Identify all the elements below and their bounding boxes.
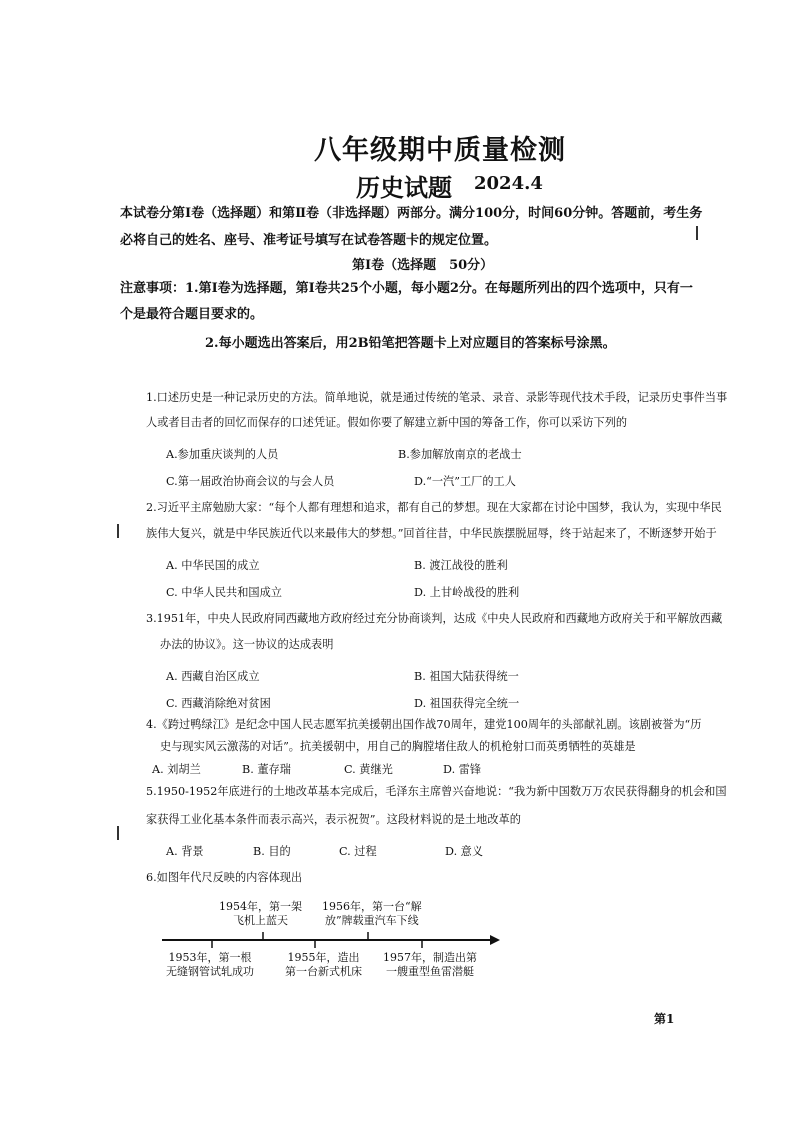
timeline-arrow-icon — [490, 935, 500, 945]
question-4-line-2: 史与现实风云激荡的对话”。抗美援朝中，用自己的胸膛堵住敌人的机枪射口而英勇牺牲的英雄是 — [160, 740, 636, 753]
timeline-1953-year: 1953年，第一根 — [168, 951, 252, 964]
question-4-option-b[interactable]: B. 董存瑞 — [242, 763, 291, 776]
question-5-option-d[interactable]: D. 意义 — [445, 845, 484, 858]
question-1-line-1: 1.口述历史是一种记录历史的方法。简单地说，就是通过传统的笔录、录音、录影等现代技术手段，记录历史事件当事 — [146, 391, 728, 404]
timeline-label-1953 — [166, 951, 254, 979]
scan-edge-mark — [117, 826, 119, 840]
scan-edge-mark — [696, 226, 698, 240]
timeline-1955-year: 1955年，造出 — [287, 951, 360, 964]
question-3-option-c[interactable]: C. 西藏消除绝对贫困 — [166, 697, 271, 710]
intro-line-1: 本试卷分第Ⅰ卷（选择题）和第Ⅱ卷（非选择题）两部分。满分100分，时间60分钟。答题前，考生务 — [120, 206, 703, 221]
question-5-option-c[interactable]: C. 过程 — [339, 845, 377, 858]
timeline-1954-year: 1954年，第一架 — [219, 900, 302, 913]
notice-line-2: 个是最符合题目要求的。 — [120, 307, 264, 322]
question-3-line-2: 办法的协议》。这一协议的达成表明 — [160, 638, 334, 651]
question-2-option-d[interactable]: D. 上甘岭战役的胜利 — [414, 586, 520, 599]
timeline-label-1956 — [322, 900, 422, 928]
exam-date: 2024.4 — [474, 173, 543, 194]
question-1-option-d[interactable]: D.“一汽”工厂的工人 — [414, 475, 516, 488]
question-2-line-1: 2.习近平主席勉励大家：“每个人都有理想和追求，都有自己的梦想。现在大家都在讨论中国梦，我认为，实现中华民 — [146, 501, 722, 514]
timeline-1956-year: 1956年，第一台“解 — [322, 900, 422, 913]
question-4-line-1: 4.《跨过鸭绿江》是纪念中国人民志愿军抗美援朝出国作战70周年，建党100周年的头部献礼剧。该剧被誉为“历 — [146, 718, 702, 731]
timeline-1953-event: 无缝钢管试轧成功 — [166, 965, 254, 978]
timeline-label-1957 — [383, 951, 477, 979]
scan-edge-mark — [117, 524, 119, 538]
page-number: 第1 — [654, 1012, 675, 1026]
question-3-option-d[interactable]: D. 祖国获得完全统一 — [414, 697, 520, 710]
question-2-line-2: 族伟大复兴，就是中华民族近代以来最伟大的梦想。”回首往昔，中华民族摆脱屈辱，终于站起来了，不断逐梦开始于 — [146, 527, 717, 540]
timeline-label-1954 — [219, 900, 302, 928]
timeline-1956-event: 放”牌载重汽车下线 — [325, 914, 419, 927]
question-4-option-d[interactable]: D. 雷锋 — [443, 763, 482, 776]
question-3-line-1: 3.1951年，中央人民政府同西藏地方政府经过充分协商谈判，达成《中央人民政府和西藏地方政府关于和平解放西藏 — [146, 612, 723, 625]
timeline-label-1955 — [285, 951, 362, 979]
question-1-line-2: 人或者目击者的回忆而保存的口述凭证。假如你要了解建立新中国的筹备工作，你可以采访下列的 — [146, 416, 628, 429]
notice-line-1: 注意事项：1.第Ⅰ卷为选择题，第Ⅰ卷共25个小题，每小题2分。在每题所列出的四个选项中，只有一 — [120, 281, 693, 296]
timeline-1954-event: 飞机上蓝天 — [233, 914, 288, 927]
question-3-option-a[interactable]: A. 西藏自治区成立 — [166, 670, 260, 683]
question-6-line-1: 6.如图年代尺反映的内容体现出 — [146, 871, 303, 884]
intro-line-2: 必将自己的姓名、座号、准考证号填写在试卷答题卡的规定位置。 — [120, 233, 498, 248]
question-5-option-a[interactable]: A. 背景 — [166, 845, 204, 858]
exam-title: 八年级期中质量检测 — [314, 135, 566, 166]
question-5-line-2: 家获得工业化基本条件而表示高兴，表示祝贺”。这段材料说的是土地改革的 — [146, 813, 521, 826]
section-title: 第Ⅰ卷（选择题 50分） — [352, 258, 494, 273]
timeline-1957-event: 一艘重型鱼雷潜艇 — [386, 965, 474, 978]
timeline-1955-event: 第一台新式机床 — [285, 965, 362, 978]
timeline-1957-year: 1957年，制造出第 — [383, 951, 477, 964]
question-3-option-b[interactable]: B. 祖国大陆获得统一 — [414, 670, 519, 683]
question-1-option-c[interactable]: C.第一届政治协商会议的与会人员 — [166, 475, 335, 488]
question-2-option-c[interactable]: C. 中华人民共和国成立 — [166, 586, 282, 599]
question-5-option-b[interactable]: B. 目的 — [253, 845, 291, 858]
question-2-option-b[interactable]: B. 渡江战役的胜利 — [414, 559, 508, 572]
notice-line-3: 2.每小题选出答案后，用2B铅笔把答题卡上对应题目的答案标号涂黑。 — [205, 336, 616, 351]
exam-subtitle: 历史试题 — [356, 173, 452, 202]
question-4-option-a[interactable]: A. 刘胡兰 — [152, 763, 201, 776]
question-1-option-a[interactable]: A.参加重庆谈判的人员 — [166, 448, 279, 461]
question-4-option-c[interactable]: C. 黄继光 — [344, 763, 393, 776]
question-5-line-1: 5.1950-1952年底进行的土地改革基本完成后，毛泽东主席曾兴奋地说：“我为新中国数万万农民获得翻身的机会和国 — [146, 785, 727, 798]
question-1-option-b[interactable]: B.参加解放南京的老战士 — [398, 448, 522, 461]
question-2-option-a[interactable]: A. 中华民国的成立 — [166, 559, 260, 572]
